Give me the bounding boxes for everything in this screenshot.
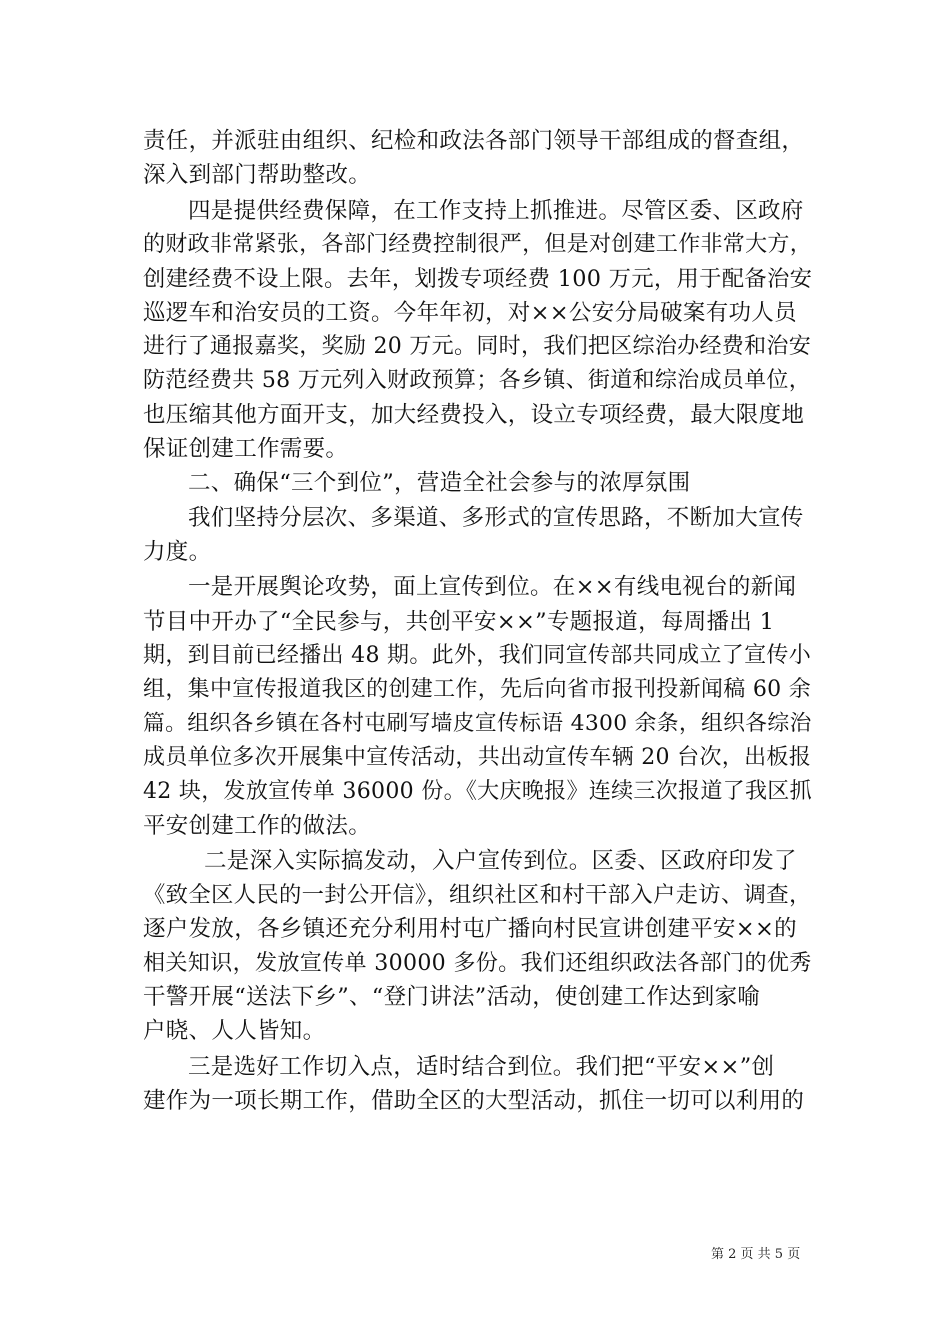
- text-line: 平安创建工作的做法。: [143, 813, 372, 839]
- text-line: 组，集中宣传报道我区的创建工作，先后向省市报刊投新闻稿 60 余: [143, 677, 812, 702]
- text-line: 创建经费不设上限。去年，划拨专项经费 100 万元，用于配备治安: [143, 266, 813, 292]
- text-line: 篇。组织各乡镇在各村屯刷写墙皮宣传标语 4300 余条，组织各综治: [143, 711, 812, 736]
- paragraph-start-line: 三是选好工作切入点，适时结合到位。我们把“平安××”创: [188, 1054, 775, 1080]
- text-line: 保证创建工作需要。: [143, 436, 349, 462]
- page-number-footer: 第 2 页 共 5 页: [711, 1247, 801, 1262]
- text-line: 相关知识，发放宣传单 30000 多份。我们还组织政法各部门的优秀: [143, 950, 812, 976]
- text-line: 《致全区人民的一封公开信》，组织社区和村干部入户走访、调查，: [143, 882, 812, 908]
- text-line: 逐户发放，各乡镇还充分利用村屯广播向村民宣讲创建平安××的: [143, 916, 797, 942]
- paragraph-start-line: 四是提供经费保障，在工作支持上抓推进。尽管区委、区政府: [188, 198, 804, 224]
- paragraph-start-line: 我们坚持分层次、多渠道、多形式的宣传思路，不断加大宣传: [188, 505, 804, 531]
- text-line: 户晓、人人皆知。: [143, 1018, 326, 1044]
- text-line: 责任，并派驻由组织、纪检和政法各部门领导干部组成的督查组，: [143, 128, 805, 154]
- text-line: 成员单位多次开展集中宣传活动，共出动宣传车辆 20 台次，出板报: [143, 745, 812, 770]
- paragraph-start-line: 一是开展舆论攻势，面上宣传到位。在××有线电视台的新闻: [188, 574, 797, 600]
- text-line: 建作为一项长期工作，借助全区的大型活动，抓住一切可以利用的: [143, 1088, 805, 1114]
- section-heading: 二、确保“三个到位”，营造全社会参与的浓厚氛围: [188, 470, 691, 496]
- text-line: 节目中开办了“全民参与，共创平安××”专题报道，每周播出 1: [143, 609, 775, 635]
- text-line: 进行了通报嘉奖，奖励 20 万元。同时，我们把区综治办经费和治安: [143, 334, 812, 359]
- text-line: 的财政非常紧张，各部门经费控制很严，但是对创建工作非常大方，: [143, 232, 813, 257]
- text-line: 干警开展“送法下乡”、“登门讲法”活动，使创建工作达到家喻: [143, 984, 761, 1010]
- text-line: 期，到目前已经播出 48 期。此外，我们同宣传部共同成立了宣传小: [143, 643, 812, 668]
- text-line: 也压缩其他方面开支，加大经费投入，设立专项经费，最大限度地: [143, 402, 805, 428]
- text-line: 巡逻车和治安员的工资。今年年初，对××公安分局破案有功人员: [143, 300, 797, 326]
- text-line: 42 块，发放宣传单 36000 份。《大庆晚报》连续三次报道了我区抓: [143, 779, 812, 804]
- paragraph-start-line: 二是深入实际搞发动，入户宣传到位。区委、区政府印发了: [204, 848, 797, 874]
- text-line: 防范经费共 58 万元列入财政预算；各乡镇、街道和综治成员单位，: [143, 368, 812, 393]
- text-line: 深入到部门帮助整改。: [143, 162, 372, 188]
- text-line: 力度。: [143, 539, 212, 565]
